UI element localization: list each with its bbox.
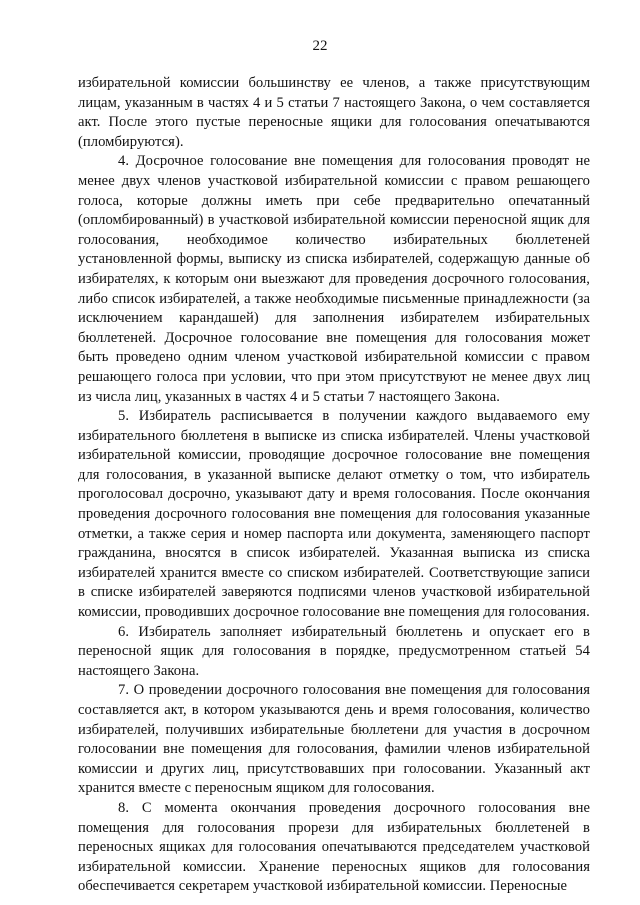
document-body: [78, 74, 590, 897]
paragraph-item-7: 7. О проведении досрочного голосования вне помещения для голосования составляется акт, в котором указываются день и время голосования, количество избирателей, получивших избирательные бюллетени для участия в досрочном голосовании вне помещения для голосования, фамилии членов избирательной комиссии и других лиц, присутствовавших при голосовании. Указанный акт хранится вместе с переносным ящиком для голосования.: [78, 682, 590, 797]
paragraph-item-4: 4. Досрочное голосование вне помещения для голосования проводят не менее двух членов участковой избирательной комиссии с правом решающего голоса, которые должны иметь при себе предварительно опечатанный (опломбированный) в участковой избирательной комиссии переносной ящик для голосования, необходимое количество избирательных бюллетеней установленной формы, выписку из списка избирателей, содержащую данные об избирателях, к которым они выезжают для проведения досрочного голосования, либо список избирателей, а также необходимые письменные принадлежности (за исключением карандашей) для заполнения избирателем избирательных бюллетеней. Досрочное голосование вне помещения для голосования может быть проведено одним членом участковой избирательной комиссии с правом решающего голоса при условии, что при этом присутствуют не менее двух лиц из числа лиц, указанных в частях 4 и 5 статьи 7 настоящего Закона.: [78, 153, 590, 405]
page-number: 22: [312, 38, 328, 54]
paragraph-item-8: 8. С момента окончания проведения досрочного голосования вне помещения для голосования прорези для избирательных бюллетеней в переносных ящиках для голосования опечатываются председателем участковой избирательной комиссии. Хранение переносных ящиков для голосования обеспечивается секретарем участковой избирательной комиссии. Переносные: [78, 799, 590, 895]
paragraph-item-6: 6. Избиратель заполняет избирательный бюллетень и опускает его в переносной ящик для голосования в порядке, предусмотренном статьей 54 настоящего Закона.: [78, 623, 590, 679]
paragraph-item-5: 5. Избиратель расписывается в получении каждого выдаваемого ему избирательного бюллетеня в выписке из списка избирателей. Члены участковой избирательной комиссии, проводящие досрочное голосование вне помещения для голосования, в указанной выписке делают отметку о том, что избиратель проголосовал досрочно, указывают дату и время голосования. После окончания проведения досрочного голосования вне помещения для голосования указанные отметки, а также серия и номер паспорта или документа, заменяющего паспорт гражданина, вносятся в список избирателей. Указанная выписка из списка избирателей хранится вместе со списком избирателей. Соответствующие записи в списке избирателей заверяются подписями членов участковой избирательной комиссии, проводивших досрочное голосование вне помещения для голосования.: [78, 408, 590, 621]
paragraph-continued: избирательной комиссии большинству ее членов, а также присутствующим лицам, указанным в частях 4 и 5 статьи 7 настоящего Закона, о чем составляется акт. После этого пустые переносные ящики для голосования опечатываются (пломбируются).: [78, 75, 590, 150]
